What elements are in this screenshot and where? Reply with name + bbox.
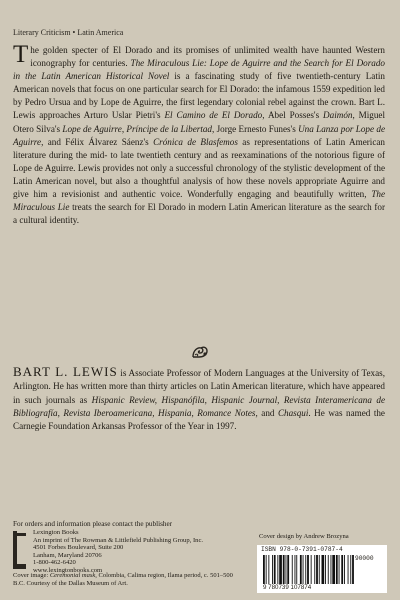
text-run: . He was named the Carnegie Foundation Arkansas Professor of the Year in 1997. xyxy=(13,407,385,432)
barcode-bar xyxy=(266,555,267,584)
ean-number: 9 780739 107874 xyxy=(263,584,312,591)
cover-design-credit: Cover design by Andrew Brozyna xyxy=(259,533,349,540)
book-description xyxy=(13,41,386,227)
isbn-number: ISBN 978-0-7391-0787-4 xyxy=(261,546,343,553)
barcode-bar xyxy=(268,555,269,584)
barcode-bar xyxy=(314,555,315,584)
barcode-bar xyxy=(287,555,289,584)
cover-image-title: Ceremonial mask xyxy=(49,572,96,579)
publisher-phone: 1-800-462-6420 xyxy=(33,559,76,566)
barcode-bar xyxy=(344,555,345,584)
barcode-bar xyxy=(292,555,293,584)
barcode-bar xyxy=(331,555,332,584)
text-run: as representations of Latin American literature during the mid- to late twentieth century and as reexaminations of the notorious figure of Lope de Aguirre. Lewis provides not only a successful chronology of the stylistic development of the Latin American novel, but also a thoughtful analysis of how these novels appropriate Aguirre and give him a revisionist and authentic voice. Wonderfully engaging and beautifully written, xyxy=(13,136,385,200)
barcode-bar xyxy=(277,555,278,584)
italic-title: Chasqui xyxy=(277,407,309,418)
italic-title: El Camino de El Dorado xyxy=(164,110,263,121)
barcode-bar xyxy=(350,555,351,584)
text-run: , Abel Posses's xyxy=(262,110,324,121)
publisher-address xyxy=(33,529,203,574)
barcode-bar xyxy=(332,555,335,584)
publisher-address-line-2: Lanham, Maryland 20706 xyxy=(33,551,102,559)
barcode-bar xyxy=(296,555,297,584)
publisher-address-line-1: 4501 Forbes Boulevard, Suite 200 xyxy=(33,544,124,551)
barcode-bar xyxy=(319,555,320,584)
text-run: and xyxy=(257,407,278,418)
italic-title: Lope de Aguirre, Príncipe de la Libertad xyxy=(62,123,212,134)
text-run: is a fascinating study of five twentieth-century Latin American novels that focus on one particular search for El Dorado: the infamous 1559 expedition led by Pedro Ursua and by Lope de Aguirre, the first legendary colonial rebel against the crown. Bart L. Lewis approaches Arturo Uslar Pietri's xyxy=(13,71,385,121)
barcode-bar xyxy=(274,555,276,584)
barcode-bar xyxy=(325,555,326,584)
description-body xyxy=(13,41,386,226)
italic-title: Hispanic Review, Hispanófila, Hispanic Journal, Revista Interamericana de Bibliografía, Revista Iberoamericana, Hispania, Romance Notes, xyxy=(13,394,386,418)
barcode-icon xyxy=(263,555,381,584)
cover-image-credit xyxy=(13,572,238,587)
barcode-bar xyxy=(300,555,302,584)
barcode-bar xyxy=(341,555,343,584)
text-run: treats the search for El Dorado in modern Latin American literature as the search for a cultural identity. xyxy=(13,202,385,226)
barcode-bar xyxy=(352,555,354,584)
barcode-bar xyxy=(316,555,318,584)
italic-title: The Miraculous Lie xyxy=(13,189,385,213)
cover-image-label: Cover image: xyxy=(13,572,50,579)
text-run: is Associate Professor of Modern Languages at the University of Texas, Arlington. He has written more than thirty articles on Latin American literature, which have appeared in such journals as xyxy=(13,368,385,405)
barcode-block xyxy=(257,545,387,593)
barcode-bar xyxy=(295,555,296,584)
orders-info: For orders and information please contact the publisher xyxy=(13,520,173,528)
barcode-bar xyxy=(305,555,306,584)
barcode-bar xyxy=(303,555,304,584)
barcode-bar xyxy=(279,555,282,584)
barcode-bar xyxy=(311,555,312,584)
barcode-bar xyxy=(322,555,325,584)
text-run: , Jorge Ernesto Funes's xyxy=(212,123,299,134)
italic-title: The Miraculous Lie: Lope de Aguirre and the Search for El Dorado in the Latin American Historical Novel xyxy=(13,58,385,82)
price-code: 90000 xyxy=(355,555,374,562)
text-run: , and Félix Álvarez Sáenz's xyxy=(41,136,154,147)
decorative-fleuron-icon xyxy=(191,345,209,359)
category-label: Literary Criticism • Latin America xyxy=(13,28,124,37)
barcode-bar xyxy=(328,555,329,584)
barcode-bar xyxy=(286,555,287,584)
barcode-bar xyxy=(283,555,285,584)
cover-image-details: , Colombia, Calima region, Ilama period, c. 501–500 B.C. Courtesy of the Dallas Museum of Art. xyxy=(13,572,233,587)
barcode-bar xyxy=(339,555,340,584)
barcode-bar xyxy=(272,555,273,584)
barcode-bar xyxy=(336,555,338,584)
barcode-bar xyxy=(348,555,349,584)
barcode-bar xyxy=(307,555,309,584)
italic-title: Daimón xyxy=(323,110,353,121)
publisher-logo-icon xyxy=(13,531,26,569)
italic-title: Crónica de Blasfemos xyxy=(153,136,238,147)
text-run: he golden specter of El Dorado and its promises of unlimited wealth have haunted Western iconography for centuries. xyxy=(30,45,385,69)
author-bio xyxy=(13,365,385,433)
barcode-bar xyxy=(263,555,265,584)
italic-title: Una Lanza por Lope de Aguirre xyxy=(13,123,385,147)
author-name: BART L. LEWIS xyxy=(13,364,118,379)
publisher-imprint: An imprint of The Rowman & Littlefield Publishing Group, Inc. xyxy=(33,536,204,544)
publisher-name: Lexington Books xyxy=(33,529,79,536)
drop-cap: T xyxy=(13,41,29,68)
text-run: , Miguel Otero Silva's xyxy=(13,110,386,134)
publisher-website: www.lexingtonbooks.com xyxy=(33,566,103,574)
